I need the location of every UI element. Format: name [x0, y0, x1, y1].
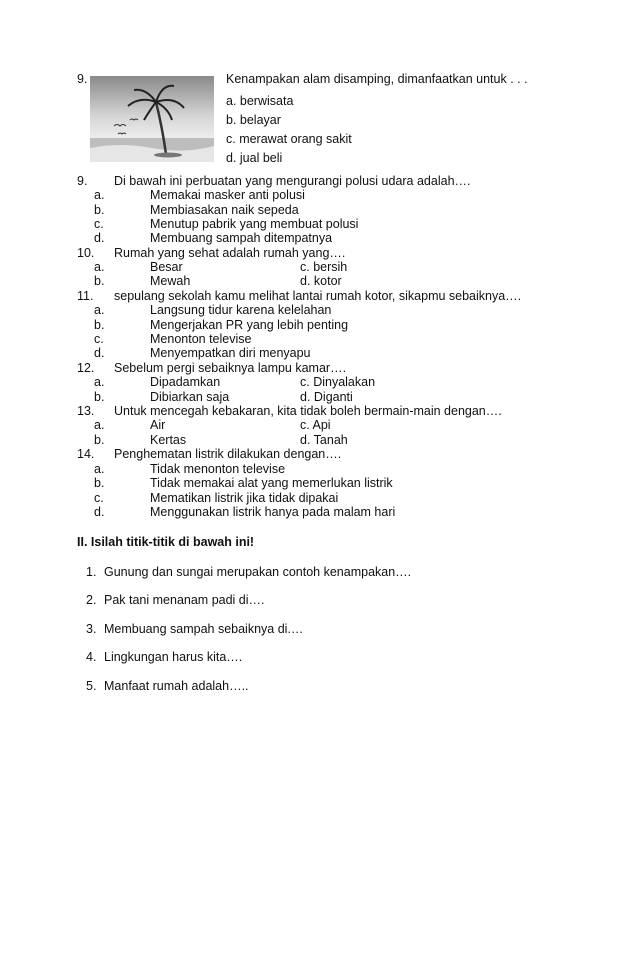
- option-letter: b.: [94, 433, 105, 447]
- option-letter: b.: [94, 476, 105, 490]
- option-letter: b.: [94, 274, 105, 288]
- question-text: Sebelum pergi sebaiknya lampu kamar….: [114, 361, 347, 375]
- question-number: 9.: [77, 72, 88, 86]
- question-number: 10.: [77, 246, 95, 260]
- fill-item-number: 3.: [86, 622, 97, 636]
- fill-item-text: Lingkungan harus kita….: [104, 650, 243, 664]
- option-letter: b.: [94, 203, 105, 217]
- option-text: Mewah: [150, 274, 191, 288]
- option-letter: a.: [94, 375, 105, 389]
- section-heading: II. Isilah titik-titik di bawah ini!: [77, 535, 255, 549]
- question-number: 14.: [77, 447, 95, 461]
- option-text: Membuang sampah ditempatnya: [150, 231, 333, 245]
- option-letter: a.: [94, 418, 105, 432]
- option-text: Mengerjakan PR yang lebih penting: [150, 318, 349, 332]
- question-text: sepulang sekolah kamu melihat lantai rumah kotor, sikapmu sebaiknya….: [114, 289, 522, 303]
- option-letter: a.: [94, 260, 105, 274]
- fill-item-number: 2.: [86, 593, 97, 607]
- option-right-text: c. Dinyalakan: [300, 375, 376, 389]
- question-number: 13.: [77, 404, 95, 418]
- picture-option-d: d. jual beli: [226, 151, 283, 165]
- question-text: Di bawah ini perbuatan yang mengurangi polusi udara adalah….: [114, 174, 471, 188]
- picture-question-text: Kenampakan alam disamping, dimanfaatkan untuk . . .: [226, 72, 528, 86]
- question-number: 11.: [77, 289, 94, 303]
- option-right-text: c. Api: [300, 418, 331, 432]
- option-text: Menonton televise: [150, 332, 252, 346]
- question-number: 9.: [77, 174, 88, 188]
- palm-tree-beach-scene-icon: [90, 76, 214, 162]
- option-letter: c.: [94, 217, 104, 231]
- option-text: Menutup pabrik yang membuat polusi: [150, 217, 359, 231]
- question-text: Penghematan listrik dilakukan dengan….: [114, 447, 342, 461]
- option-letter: b.: [94, 318, 105, 332]
- picture-option-c: c. merawat orang sakit: [226, 132, 352, 146]
- fill-item-text: Manfaat rumah adalah…..: [104, 679, 249, 693]
- option-right-text: d. kotor: [300, 274, 342, 288]
- option-text: Kertas: [150, 433, 187, 447]
- option-letter: d.: [94, 231, 105, 245]
- option-text: Memakai masker anti polusi: [150, 188, 305, 202]
- option-right-text: c. bersih: [300, 260, 348, 274]
- fill-item-number: 4.: [86, 650, 97, 664]
- option-letter: d.: [94, 505, 105, 519]
- option-text: Tidak menonton televise: [150, 462, 286, 476]
- option-letter: a.: [94, 462, 105, 476]
- fill-item-text: Membuang sampah sebaiknya di.…: [104, 622, 304, 636]
- option-letter: a.: [94, 188, 105, 202]
- option-letter: a.: [94, 303, 105, 317]
- fill-item-text: Pak tani menanam padi di….: [104, 593, 265, 607]
- question-text: Untuk mencegah kebakaran, kita tidak boleh bermain-main dengan….: [114, 404, 502, 418]
- fill-item-number: 5.: [86, 679, 97, 693]
- question-text: Rumah yang sehat adalah rumah yang….: [114, 246, 346, 260]
- option-text: Mematikan listrik jika tidak dipakai: [150, 491, 339, 505]
- picture-option-b: b. belayar: [226, 113, 281, 127]
- option-text: Menyempatkan diri menyapu: [150, 346, 311, 360]
- option-text: Besar: [150, 260, 183, 274]
- option-right-text: d. Tanah: [300, 433, 348, 447]
- option-text: Menggunakan listrik hanya pada malam hari: [150, 505, 396, 519]
- question-number: 12.: [77, 361, 95, 375]
- fill-item-text: Gunung dan sungai merupakan contoh kenampakan….: [104, 565, 412, 579]
- option-text: Air: [150, 418, 166, 432]
- option-letter: d.: [94, 346, 105, 360]
- option-text: Tidak memakai alat yang memerlukan listrik: [150, 476, 393, 490]
- option-text: Membiasakan naik sepeda: [150, 203, 299, 217]
- option-text: Langsung tidur karena kelelahan: [150, 303, 332, 317]
- picture-option-a: a. berwisata: [226, 94, 294, 108]
- fill-item-number: 1.: [86, 565, 97, 579]
- option-letter: c.: [94, 491, 104, 505]
- option-text: Dibiarkan saja: [150, 390, 230, 404]
- option-letter: c.: [94, 332, 104, 346]
- option-text: Dipadamkan: [150, 375, 221, 389]
- option-letter: b.: [94, 390, 105, 404]
- option-right-text: d. Diganti: [300, 390, 353, 404]
